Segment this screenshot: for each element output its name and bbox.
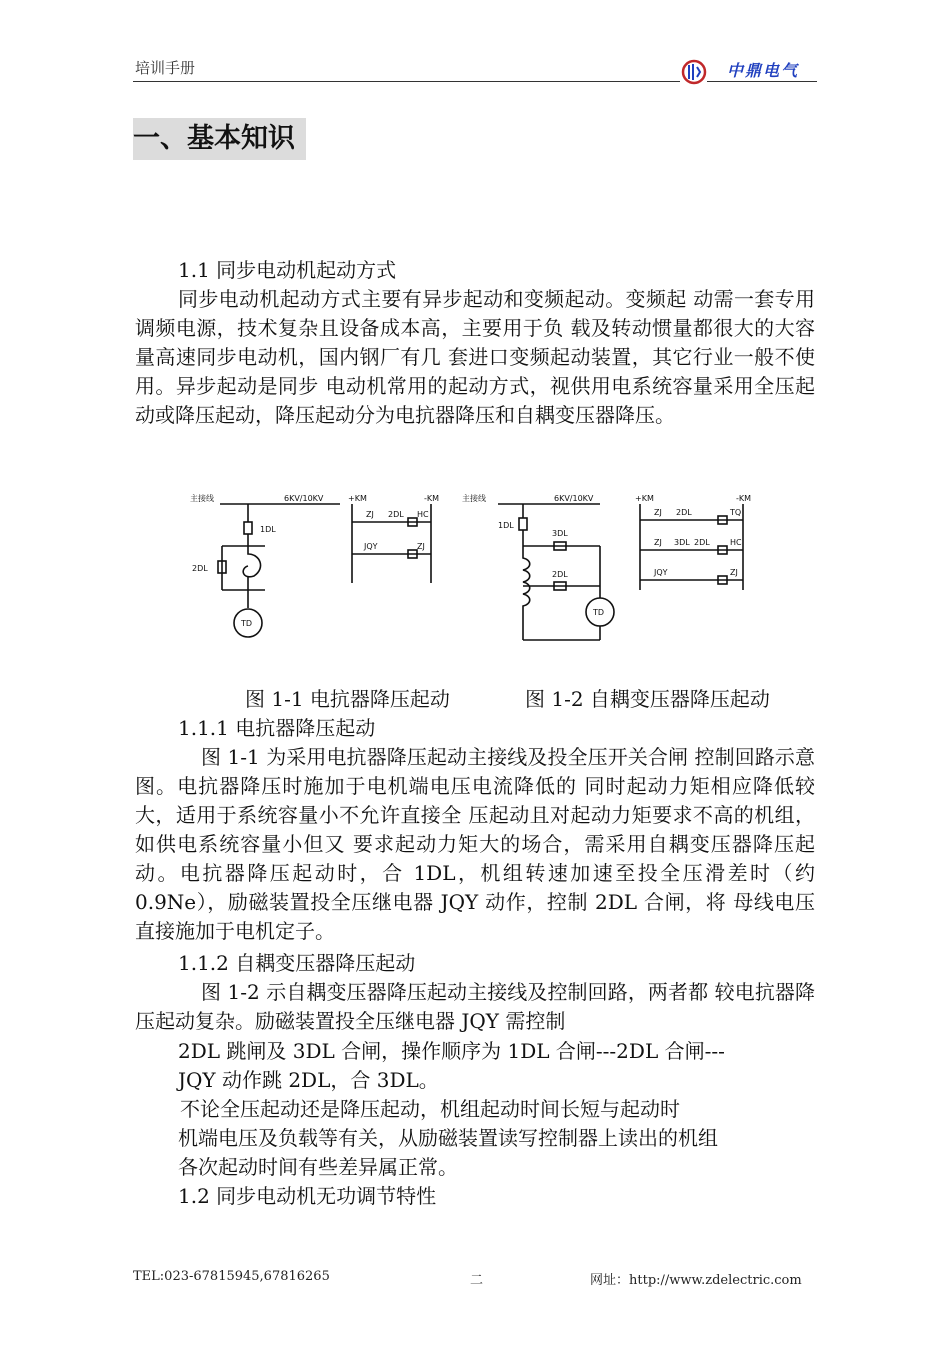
svg-text:ZJ: ZJ [417,542,425,551]
d2-main-line-label: 主接线 [462,494,486,503]
header-rule-right [707,81,817,82]
header-brand: 中鼎电气 [727,61,800,80]
diagram-2-control-circuit [635,494,751,590]
diagram-1-main-circuit [190,493,340,637]
footer-phone: TEL:023-67815945,67816265 [133,1269,330,1284]
svg-text:2DL: 2DL [694,538,710,547]
footer-website: 网址：http://www.zdelectric.com [590,1273,802,1288]
svg-text:JQY: JQY [364,542,378,551]
heading-1-1: 1.1 同步电动机起动方式 [178,258,397,282]
heading-1-1-2: 1.1.2 自耦变压器降压起动 [178,951,416,975]
paragraph-1-1: 同步电动机起动方式主要有异步起动和变频起动。变频起 动需一套专用调频电源，技术复杂且设备成本高，主要用于负 载及转动惯量都很大的大容量高速同步电动机，国内钢厂有几 套进口变频起动装置，其它行业一般不使用。异步起动是同步 电动机常用的起动方式，视供用电系统容量采用全压起动或降压起动，降压起动分为电抗器降压和自耦变压器降压。 [135,287,815,427]
diagram-2-main-circuit [462,493,614,640]
circuit-diagrams [180,488,780,653]
paragraph-line-b: JQY 动作跳 2DL，合 3DL。 [178,1068,439,1092]
svg-text:TQ: TQ [730,508,742,517]
paragraph-line-e: 各次起动时间有些差异属正常。 [178,1155,458,1179]
d1-voltage-label: 6KV/10KV [284,494,324,503]
svg-text:JQY: JQY [654,568,668,577]
d1-breaker2-label: 2DL [192,564,208,573]
paragraph-line-d: 机端电压及负载等有关，从励磁装置读写控制器上读出的机组 [178,1126,718,1150]
svg-text:2DL: 2DL [676,508,692,517]
paragraph-1-1-1: 图 1-1 为采用电抗器降压起动主接线及投全压开关合闸 控制回路示意图。电抗器降压时施加于电机端电压电流降低的 同时起动力矩相应降低较大，适用于系统容量小不允许直接全 压起动且对起动力矩要求不高的机组，如供电系统容量小但又 要求起动力矩大的场合，需采用自耦变压器降压起动。电抗器降压起动时，合 1DL，机组转速加速至投全压滑差时（约0.9Ne），励磁装置投全压继电器 JQY 动作，控制 2DL 合闸，将 母线电压直接施加于电机定子。 [135,745,815,943]
svg-text:ZJ: ZJ [654,538,662,547]
svg-text:3DL: 3DL [552,529,568,538]
svg-text:ZJ: ZJ [654,508,662,517]
header-rule [133,81,680,82]
footer-page-number: 二 [470,1273,484,1288]
d1-main-line-label: 主接线 [190,494,214,503]
svg-text:ZJ: ZJ [730,568,738,577]
svg-text:1DL: 1DL [498,521,514,530]
svg-text:-KM: -KM [736,494,752,503]
svg-text:ZJ: ZJ [366,510,374,519]
heading-1-2: 1.2 同步电动机无功调节特性 [178,1184,437,1208]
svg-text:HC: HC [417,510,429,519]
svg-text:2DL: 2DL [388,510,404,519]
figure-caption-2: 图 1-2 自耦变压器降压起动 [525,687,770,711]
d1-breaker1-label: 1DL [260,525,276,534]
heading-1-1-1: 1.1.1 电抗器降压起动 [178,716,376,740]
paragraph-line-c: 不论全压起动还是降压起动，机组起动时间长短与起动时 [180,1097,680,1121]
company-logo-icon [680,58,708,86]
d2-voltage-label: 6KV/10KV [554,494,594,503]
diagram-1-control-circuit [348,494,439,583]
svg-text:+KM: +KM [348,494,367,503]
header-label: 培训手册 [135,59,196,77]
paragraph-1-1-2: 图 1-2 示自耦变压器降压起动主接线及控制回路，两者都 较电抗器降压起动复杂。励磁装置投全压继电器 JQY 需控制 [135,980,815,1033]
svg-text:+KM: +KM [635,494,654,503]
svg-text:HC: HC [730,538,742,547]
svg-text:2DL: 2DL [552,570,568,579]
paragraph-line-a: 2DL 跳闸及 3DL 合闸，操作顺序为 1DL 合闸---2DL 合闸--- [178,1039,725,1063]
svg-text:3DL: 3DL [674,538,690,547]
d1-motor-label: TD [241,619,253,628]
svg-text:TD: TD [593,608,605,617]
section-title: 一、基本知识 [133,118,306,160]
figure-caption-1: 图 1-1 电抗器降压起动 [245,687,450,711]
svg-text:-KM: -KM [424,494,440,503]
